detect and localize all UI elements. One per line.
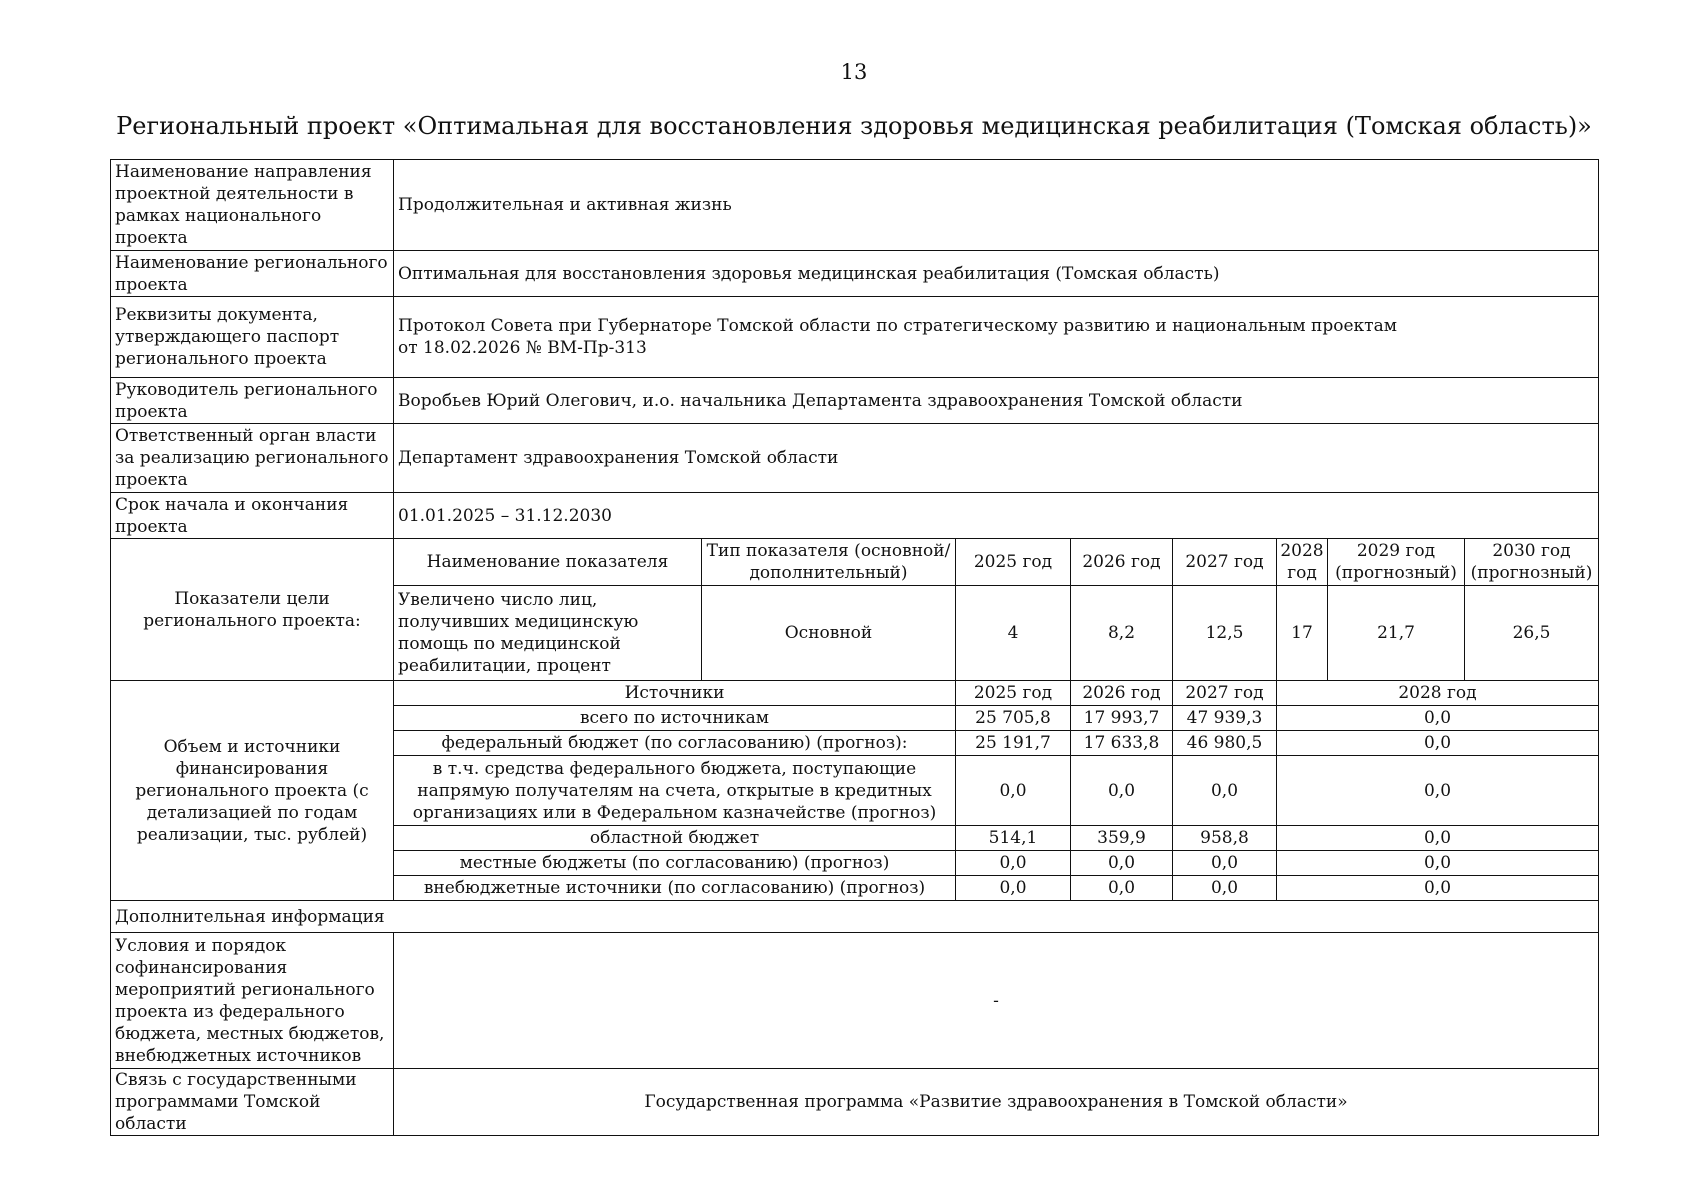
row-responsible-body [111, 424, 1599, 493]
requisites-value [394, 297, 1599, 378]
financing-source: местные бюджеты (по согласованию) (прогноз) [394, 851, 956, 876]
document-title: Региональный проект «Оптимальная для восстановления здоровья медицинская реабилитация (Томская область)» [116, 112, 1592, 140]
indicator-col-2029: 2029 год (прогнозный) [1328, 539, 1465, 586]
financing-source: федеральный бюджет (по согласованию) (прогноз): [394, 731, 956, 756]
financing-value-2028: 0,0 [1277, 851, 1599, 876]
direction-label: Наименование направления проектной деятельности в рамках национального проекта [111, 160, 394, 251]
indicator-name: Увеличено число лиц, получивших медицинскую помощь по медицинской реабилитации, процент [394, 586, 702, 681]
indicator-col-2025: 2025 год [956, 539, 1071, 586]
row-project-name [111, 251, 1599, 297]
financing-col-sources: Источники [394, 681, 956, 706]
financing-value-2028: 0,0 [1277, 756, 1599, 826]
requisites-label: Реквизиты документа, утверждающего паспорт регионального проекта [111, 297, 394, 378]
indicator-col-2030: 2030 год (прогнозный) [1465, 539, 1599, 586]
financing-col-2028: 2028 год [1277, 681, 1599, 706]
financing-value-2027: 0,0 [1173, 876, 1277, 901]
requisites-line-2: от 18.02.2026 № ВМ-Пр-313 [398, 338, 647, 358]
financing-value-2025: 0,0 [956, 756, 1071, 826]
financing-value-2027: 0,0 [1173, 756, 1277, 826]
financing-col-2027: 2027 год [1173, 681, 1277, 706]
financing-value-2027: 958,8 [1173, 826, 1277, 851]
indicator-col-type: Тип показателя (основной/ дополнительный) [702, 539, 956, 586]
indicator-col-2026: 2026 год [1071, 539, 1173, 586]
financing-value-2025: 514,1 [956, 826, 1071, 851]
financing-col-2026: 2026 год [1071, 681, 1173, 706]
financing-value-2026: 0,0 [1071, 851, 1173, 876]
direction-value: Продолжительная и активная жизнь [394, 160, 1599, 251]
responsible-body-value: Департамент здравоохранения Томской области [394, 424, 1599, 493]
indicator-value-2030: 26,5 [1465, 586, 1599, 681]
financing-value-2027: 0,0 [1173, 851, 1277, 876]
cofinancing-value: - [394, 933, 1599, 1069]
row-additional-info [111, 901, 1599, 933]
financing-value-2027: 47 939,3 [1173, 706, 1277, 731]
row-requisites [111, 297, 1599, 378]
additional-info-label: Дополнительная информация [111, 901, 1599, 933]
financing-header-row [111, 681, 1599, 706]
indicator-value-2025: 4 [956, 586, 1071, 681]
financing-value-2026: 17 633,8 [1071, 731, 1173, 756]
term-value: 01.01.2025 – 31.12.2030 [394, 493, 1599, 539]
financing-label: Объем и источники финансирования регионального проекта (с детализацией по годам реализации, тыс. рублей) [111, 681, 394, 901]
indicators-label: Показатели цели регионального проекта: [111, 539, 394, 681]
indicator-col-name: Наименование показателя [394, 539, 702, 586]
state-programs-label: Связь с государственными программами Томской области [111, 1069, 394, 1136]
financing-value-2025: 25 191,7 [956, 731, 1071, 756]
financing-source: внебюджетные источники (по согласованию) (прогноз) [394, 876, 956, 901]
indicator-col-2028: 2028 год [1277, 539, 1328, 586]
indicator-col-2027: 2027 год [1173, 539, 1277, 586]
row-head [111, 378, 1599, 424]
financing-value-2026: 0,0 [1071, 876, 1173, 901]
head-value: Воробьев Юрий Олегович, и.о. начальника Департамента здравоохранения Томской области [394, 378, 1599, 424]
financing-value-2025: 25 705,8 [956, 706, 1071, 731]
financing-value-2026: 17 993,7 [1071, 706, 1173, 731]
financing-value-2026: 359,9 [1071, 826, 1173, 851]
row-term [111, 493, 1599, 539]
financing-source: всего по источникам [394, 706, 956, 731]
page-number: 13 [840, 60, 868, 84]
financing-value-2025: 0,0 [956, 876, 1071, 901]
cofinancing-label: Условия и порядок софинансирования мероприятий регионального проекта из федерального бюджета, местных бюджетов, внебюджетных источников [111, 933, 394, 1069]
financing-source: в т.ч. средства федерального бюджета, поступающие напрямую получателям на счета, открытые в кредитных организациях или в Федеральном казначействе (прогноз) [394, 756, 956, 826]
financing-value-2028: 0,0 [1277, 731, 1599, 756]
row-cofinancing [111, 933, 1599, 1069]
financing-value-2025: 0,0 [956, 851, 1071, 876]
responsible-body-label: Ответственный орган власти за реализацию регионального проекта [111, 424, 394, 493]
project-name-label: Наименование регионального проекта [111, 251, 394, 297]
state-programs-value: Государственная программа «Развитие здравоохранения в Томской области» [394, 1069, 1599, 1136]
financing-source: областной бюджет [394, 826, 956, 851]
financing-value-2026: 0,0 [1071, 756, 1173, 826]
indicator-value-2026: 8,2 [1071, 586, 1173, 681]
indicator-value-2027: 12,5 [1173, 586, 1277, 681]
financing-value-2028: 0,0 [1277, 876, 1599, 901]
row-state-programs [111, 1069, 1599, 1136]
financing-value-2028: 0,0 [1277, 706, 1599, 731]
project-passport-table [110, 159, 1599, 1136]
financing-value-2027: 46 980,5 [1173, 731, 1277, 756]
financing-value-2028: 0,0 [1277, 826, 1599, 851]
indicators-header-row [111, 539, 1599, 586]
row-direction [111, 160, 1599, 251]
requisites-line-1: Протокол Совета при Губернаторе Томской области по стратегическому развитию и национальным проектам [398, 316, 1397, 336]
indicator-type: Основной [702, 586, 956, 681]
project-name-value: Оптимальная для восстановления здоровья медицинская реабилитация (Томская область) [394, 251, 1599, 297]
term-label: Срок начала и окончания проекта [111, 493, 394, 539]
financing-col-2025: 2025 год [956, 681, 1071, 706]
indicator-value-2029: 21,7 [1328, 586, 1465, 681]
indicator-value-2028: 17 [1277, 586, 1328, 681]
head-label: Руководитель регионального проекта [111, 378, 394, 424]
